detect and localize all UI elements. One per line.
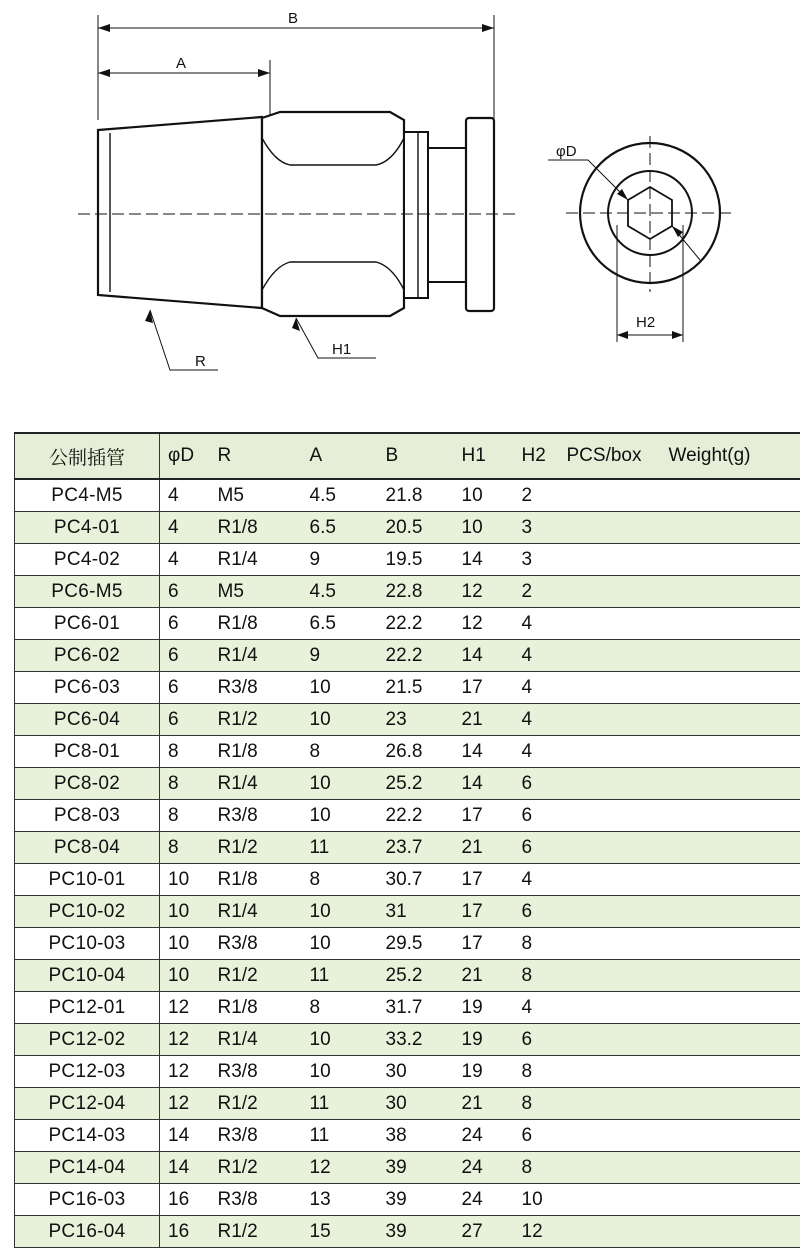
table-row: [15, 960, 800, 992]
table-cell: 9: [302, 544, 378, 576]
model-cell: PC14-03: [15, 1120, 160, 1152]
table-row: [15, 1088, 800, 1120]
table-row: [15, 768, 800, 800]
table-row: [15, 1024, 800, 1056]
table-cell: [661, 736, 800, 768]
table-cell: [661, 768, 800, 800]
table-cell: 24: [454, 1184, 514, 1216]
table-cell: 17: [454, 864, 514, 896]
table-cell: 6: [160, 672, 210, 704]
table-cell: 8: [302, 736, 378, 768]
table-cell: [559, 832, 661, 864]
table-cell: M5: [210, 479, 302, 512]
header-cell: PCS/box: [559, 433, 661, 479]
table-cell: 8: [514, 1056, 559, 1088]
fitting-technical-drawing: [0, 0, 800, 420]
table-cell: 12: [160, 992, 210, 1024]
table-cell: R3/8: [210, 800, 302, 832]
table-cell: 21: [454, 960, 514, 992]
model-cell: PC10-04: [15, 960, 160, 992]
table-row: [15, 1216, 800, 1248]
table-cell: 4: [514, 672, 559, 704]
table-cell: 33.2: [378, 1024, 454, 1056]
table-cell: 10: [302, 768, 378, 800]
table-cell: [559, 640, 661, 672]
table-cell: 17: [454, 800, 514, 832]
table-cell: [559, 704, 661, 736]
table-cell: 19.5: [378, 544, 454, 576]
table-cell: 4: [160, 512, 210, 544]
table-cell: 10: [302, 896, 378, 928]
table-row: [15, 928, 800, 960]
table-cell: [559, 1184, 661, 1216]
header-cell: Weight(g): [661, 433, 800, 479]
table-cell: [559, 960, 661, 992]
table-cell: 8: [514, 928, 559, 960]
table-cell: 14: [454, 768, 514, 800]
table-cell: 10: [302, 928, 378, 960]
table-cell: 20.5: [378, 512, 454, 544]
table-cell: 39: [378, 1184, 454, 1216]
table-row: [15, 1056, 800, 1088]
table-cell: [559, 1024, 661, 1056]
table-cell: 10: [160, 960, 210, 992]
table-cell: 39: [378, 1216, 454, 1248]
dimension-phi-d-label: φD: [556, 143, 577, 160]
table-cell: 6: [514, 800, 559, 832]
table-cell: [559, 800, 661, 832]
table-cell: 6.5: [302, 512, 378, 544]
table-cell: 8: [514, 1152, 559, 1184]
table-cell: 10: [302, 1024, 378, 1056]
table-cell: 30: [378, 1088, 454, 1120]
table-cell: 6: [160, 608, 210, 640]
table-cell: R1/2: [210, 1152, 302, 1184]
table-row: [15, 832, 800, 864]
model-cell: PC6-01: [15, 608, 160, 640]
table-cell: [661, 992, 800, 1024]
table-cell: 12: [160, 1088, 210, 1120]
table-cell: 3: [514, 512, 559, 544]
table-cell: [661, 704, 800, 736]
table-cell: 14: [454, 736, 514, 768]
table-cell: [661, 512, 800, 544]
model-cell: PC12-03: [15, 1056, 160, 1088]
table-cell: 8: [514, 960, 559, 992]
table-cell: [661, 640, 800, 672]
table-cell: [559, 864, 661, 896]
table-cell: 8: [160, 768, 210, 800]
model-cell: PC12-01: [15, 992, 160, 1024]
dimension-r-label: R: [195, 353, 206, 370]
table-cell: [661, 1184, 800, 1216]
table-cell: 4.5: [302, 479, 378, 512]
table-cell: 2: [514, 479, 559, 512]
table-cell: 14: [160, 1120, 210, 1152]
table-cell: 10: [302, 1056, 378, 1088]
table-cell: R1/8: [210, 992, 302, 1024]
table-cell: 4.5: [302, 576, 378, 608]
table-cell: 25.2: [378, 768, 454, 800]
table-cell: [559, 1056, 661, 1088]
table-row: [15, 1152, 800, 1184]
table-cell: 6: [514, 1120, 559, 1152]
table-cell: 10: [454, 479, 514, 512]
model-cell: PC8-03: [15, 800, 160, 832]
table-cell: 29.5: [378, 928, 454, 960]
table-cell: [661, 1056, 800, 1088]
dimension-b-label: B: [288, 10, 298, 27]
model-cell: PC16-03: [15, 1184, 160, 1216]
spec-table-body: [15, 479, 800, 1248]
table-cell: [661, 896, 800, 928]
header-cell: A: [302, 433, 378, 479]
table-cell: [661, 1216, 800, 1248]
table-cell: 6: [514, 896, 559, 928]
table-cell: R1/2: [210, 1216, 302, 1248]
header-cell: H2: [514, 433, 559, 479]
table-cell: [559, 512, 661, 544]
table-cell: 22.8: [378, 576, 454, 608]
table-cell: 8: [302, 992, 378, 1024]
table-cell: 8: [302, 864, 378, 896]
table-cell: 4: [514, 608, 559, 640]
table-cell: 11: [302, 960, 378, 992]
table-cell: 6: [160, 640, 210, 672]
table-row: [15, 672, 800, 704]
table-cell: 4: [160, 479, 210, 512]
table-row: [15, 1184, 800, 1216]
table-row: [15, 640, 800, 672]
table-cell: 11: [302, 1120, 378, 1152]
table-cell: [559, 1152, 661, 1184]
table-cell: [661, 479, 800, 512]
table-cell: [559, 768, 661, 800]
table-cell: 27: [454, 1216, 514, 1248]
table-row: [15, 736, 800, 768]
table-cell: 30: [378, 1056, 454, 1088]
header-cell: φD: [160, 433, 210, 479]
table-cell: 12: [514, 1216, 559, 1248]
table-cell: 8: [514, 1088, 559, 1120]
model-cell: PC6-M5: [15, 576, 160, 608]
table-cell: R1/4: [210, 544, 302, 576]
table-cell: 19: [454, 1056, 514, 1088]
table-cell: [559, 1088, 661, 1120]
table-cell: 12: [454, 576, 514, 608]
table-cell: 24: [454, 1120, 514, 1152]
table-cell: 4: [514, 704, 559, 736]
table-cell: 6: [514, 1024, 559, 1056]
table-cell: R1/2: [210, 704, 302, 736]
table-cell: 23.7: [378, 832, 454, 864]
table-cell: [559, 928, 661, 960]
table-cell: M5: [210, 576, 302, 608]
header-cell: 公制插管: [15, 433, 160, 479]
table-cell: 21: [454, 704, 514, 736]
table-cell: [559, 672, 661, 704]
table-cell: 9: [302, 640, 378, 672]
table-cell: [661, 832, 800, 864]
table-cell: [559, 736, 661, 768]
table-cell: [661, 928, 800, 960]
table-cell: [661, 1024, 800, 1056]
table-cell: 19: [454, 1024, 514, 1056]
table-cell: 16: [160, 1184, 210, 1216]
model-cell: PC10-02: [15, 896, 160, 928]
table-cell: R1/2: [210, 960, 302, 992]
table-row: [15, 608, 800, 640]
table-cell: 6.5: [302, 608, 378, 640]
table-cell: 15: [302, 1216, 378, 1248]
table-row: [15, 992, 800, 1024]
table-cell: 10: [514, 1184, 559, 1216]
model-cell: PC4-M5: [15, 479, 160, 512]
table-cell: [661, 1152, 800, 1184]
header-cell: R: [210, 433, 302, 479]
table-cell: 6: [160, 704, 210, 736]
model-cell: PC10-03: [15, 928, 160, 960]
table-cell: 4: [514, 992, 559, 1024]
table-cell: R3/8: [210, 928, 302, 960]
table-cell: 8: [160, 832, 210, 864]
table-cell: 12: [454, 608, 514, 640]
table-cell: [559, 608, 661, 640]
table-cell: 30.7: [378, 864, 454, 896]
table-cell: [559, 896, 661, 928]
table-cell: 4: [514, 736, 559, 768]
table-cell: [661, 960, 800, 992]
header-cell: H1: [454, 433, 514, 479]
table-cell: 17: [454, 896, 514, 928]
table-cell: 31: [378, 896, 454, 928]
table-cell: 10: [160, 864, 210, 896]
table-row: [15, 1120, 800, 1152]
table-cell: [661, 672, 800, 704]
table-row: [15, 704, 800, 736]
table-cell: 19: [454, 992, 514, 1024]
table-cell: [559, 1120, 661, 1152]
table-cell: 12: [160, 1024, 210, 1056]
table-cell: 21.8: [378, 479, 454, 512]
table-cell: 8: [160, 736, 210, 768]
table-cell: 4: [160, 544, 210, 576]
model-cell: PC6-02: [15, 640, 160, 672]
table-cell: 4: [514, 864, 559, 896]
table-cell: 21.5: [378, 672, 454, 704]
table-cell: R3/8: [210, 1184, 302, 1216]
table-cell: 11: [302, 1088, 378, 1120]
table-cell: [559, 992, 661, 1024]
table-cell: 6: [514, 832, 559, 864]
table-cell: 12: [302, 1152, 378, 1184]
table-row: [15, 479, 800, 512]
table-cell: [559, 479, 661, 512]
table-cell: [559, 544, 661, 576]
table-cell: R1/4: [210, 640, 302, 672]
table-cell: 13: [302, 1184, 378, 1216]
dimension-h2-label: H2: [636, 314, 655, 331]
table-cell: 22.2: [378, 608, 454, 640]
model-cell: PC10-01: [15, 864, 160, 896]
table-cell: 11: [302, 832, 378, 864]
model-cell: PC4-01: [15, 512, 160, 544]
table-cell: R1/8: [210, 736, 302, 768]
model-cell: PC4-02: [15, 544, 160, 576]
table-cell: 10: [160, 896, 210, 928]
table-cell: 6: [160, 576, 210, 608]
table-cell: R1/2: [210, 832, 302, 864]
table-cell: [661, 800, 800, 832]
table-cell: 14: [454, 544, 514, 576]
model-cell: PC14-04: [15, 1152, 160, 1184]
model-cell: PC8-04: [15, 832, 160, 864]
table-cell: R1/8: [210, 864, 302, 896]
table-cell: [559, 576, 661, 608]
table-cell: 23: [378, 704, 454, 736]
table-cell: R1/8: [210, 512, 302, 544]
table-cell: R3/8: [210, 1120, 302, 1152]
table-cell: 39: [378, 1152, 454, 1184]
model-cell: PC8-02: [15, 768, 160, 800]
dimension-a-label: A: [176, 55, 186, 72]
table-cell: 10: [160, 928, 210, 960]
dimension-h1-label: H1: [332, 341, 351, 358]
model-cell: PC16-04: [15, 1216, 160, 1248]
table-cell: 14: [454, 640, 514, 672]
table-cell: 31.7: [378, 992, 454, 1024]
table-cell: 6: [514, 768, 559, 800]
table-row: [15, 512, 800, 544]
table-cell: 10: [302, 672, 378, 704]
table-cell: 10: [454, 512, 514, 544]
table-cell: 21: [454, 1088, 514, 1120]
table-cell: 10: [302, 800, 378, 832]
table-cell: R1/2: [210, 1088, 302, 1120]
model-cell: PC8-01: [15, 736, 160, 768]
table-cell: R3/8: [210, 672, 302, 704]
table-cell: [661, 1120, 800, 1152]
spec-table: [14, 432, 800, 1248]
table-cell: 38: [378, 1120, 454, 1152]
table-cell: [661, 576, 800, 608]
table-cell: [559, 1216, 661, 1248]
table-cell: R1/4: [210, 1024, 302, 1056]
model-cell: PC6-03: [15, 672, 160, 704]
table-cell: 17: [454, 928, 514, 960]
table-cell: 26.8: [378, 736, 454, 768]
table-cell: 14: [160, 1152, 210, 1184]
table-row: [15, 864, 800, 896]
table-row: [15, 576, 800, 608]
table-cell: R1/4: [210, 896, 302, 928]
table-cell: 2: [514, 576, 559, 608]
table-cell: R1/4: [210, 768, 302, 800]
table-cell: 8: [160, 800, 210, 832]
table-cell: [661, 608, 800, 640]
model-cell: PC6-04: [15, 704, 160, 736]
table-cell: 22.2: [378, 640, 454, 672]
model-cell: PC12-02: [15, 1024, 160, 1056]
table-cell: [661, 864, 800, 896]
table-cell: R1/8: [210, 608, 302, 640]
table-cell: 10: [302, 704, 378, 736]
table-cell: 21: [454, 832, 514, 864]
table-row: [15, 800, 800, 832]
table-row: [15, 544, 800, 576]
table-cell: 12: [160, 1056, 210, 1088]
header-cell: B: [378, 433, 454, 479]
table-cell: R3/8: [210, 1056, 302, 1088]
table-cell: [661, 544, 800, 576]
model-cell: PC12-04: [15, 1088, 160, 1120]
table-row: [15, 896, 800, 928]
table-cell: 25.2: [378, 960, 454, 992]
header-row: [15, 433, 800, 479]
table-cell: 16: [160, 1216, 210, 1248]
table-cell: 17: [454, 672, 514, 704]
table-cell: 3: [514, 544, 559, 576]
table-cell: [661, 1088, 800, 1120]
table-cell: 22.2: [378, 800, 454, 832]
table-cell: 4: [514, 640, 559, 672]
table-cell: 24: [454, 1152, 514, 1184]
